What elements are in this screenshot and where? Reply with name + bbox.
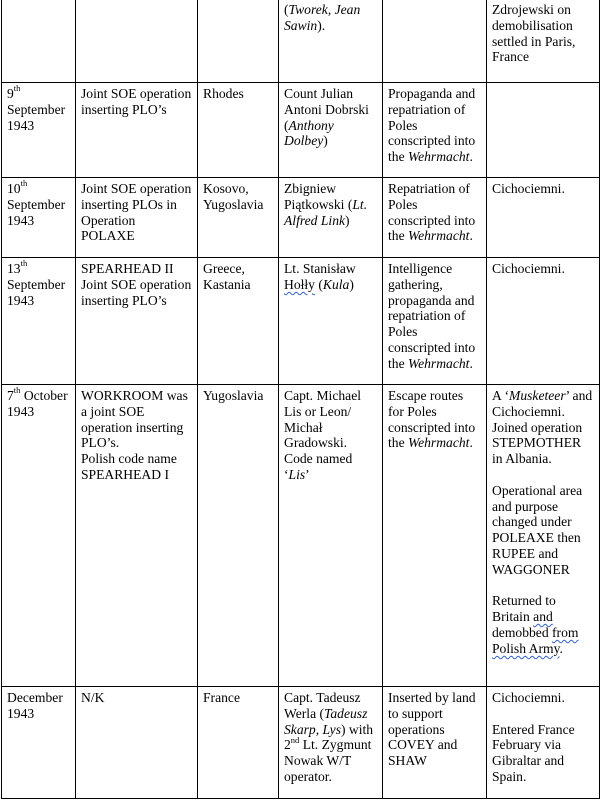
cell-notes: Zdrojewski on demobilisation settled in Paris, France [487, 0, 600, 83]
cell-location: Rhodes [198, 83, 279, 178]
cell-personnel: Count Julian Antoni Dobrski (Anthony Dolbey) [279, 83, 383, 178]
table-row [2, 258, 600, 385]
cell-location [198, 0, 279, 83]
cell-notes [487, 83, 600, 178]
cell-personnel: Lt. Stanisław Hołły (Kula) [279, 258, 383, 385]
table-row [2, 687, 600, 799]
cell-personnel: Capt. Michael Lis or Leon/ Michał Gradowski. Code named ‘Lis’ [279, 385, 383, 687]
cell-purpose: Propaganda and repatriation of Poles conscripted into the Wehrmacht. [383, 83, 487, 178]
cell-purpose: Escape routes for Poles conscripted into the Wehrmacht. [383, 385, 487, 687]
cell-purpose: Inserted by land to support operations COVEY and SHAW [383, 687, 487, 799]
table-row [2, 178, 600, 258]
cell-purpose: Repatriation of Poles conscripted into the Wehrmacht. [383, 178, 487, 258]
cell-date: 13th September 1943 [2, 258, 76, 385]
table-row [2, 385, 600, 687]
table-row [2, 83, 600, 178]
cell-operation: Joint SOE operation inserting PLO’s [76, 83, 198, 178]
cell-date: December 1943 [2, 687, 76, 799]
cell-notes: Cichociemni. Entered France February via Gibraltar and Spain. [487, 687, 600, 799]
cell-personnel: (Tworek, Jean Sawin). [279, 0, 383, 83]
cell-location: Kosovo, Yugoslavia [198, 178, 279, 258]
cell-operation: N/K [76, 687, 198, 799]
cell-date: 7th October 1943 [2, 385, 76, 687]
cell-notes: Cichociemni. [487, 178, 600, 258]
cell-notes: Cichociemni. [487, 258, 600, 385]
cell-purpose: Intelligence gathering, propaganda and repatriation of Poles conscripted into the Wehrmacht. [383, 258, 487, 385]
cell-operation [76, 0, 198, 83]
cell-operation: Joint SOE operation inserting PLOs in Operation POLAXE [76, 178, 198, 258]
table-row [2, 0, 600, 83]
cell-date: 9th September 1943 [2, 83, 76, 178]
cell-date [2, 0, 76, 83]
operations-table [1, 0, 600, 799]
cell-purpose [383, 0, 487, 83]
cell-notes: A ‘Musketeer’ and Cichociemni. Joined operation STEPMOTHER in Albania. Operational area and purpose changed under POLEAXE then RUPEE and WAGGONER Returned to Britain and demobbed from Polish Army. [487, 385, 600, 687]
cell-personnel: Capt. Tadeusz Werla (Tadeusz Skarp, Lys) with 2nd Lt. Zygmunt Nowak W/T operator. [279, 687, 383, 799]
cell-date: 10th September 1943 [2, 178, 76, 258]
cell-operation: SPEARHEAD II Joint SOE operation inserting PLO’s [76, 258, 198, 385]
cell-operation: WORKROOM was a joint SOE operation inserting PLO’s. Polish code name SPEARHEAD I [76, 385, 198, 687]
cell-location: Greece, Kastania [198, 258, 279, 385]
cell-location: France [198, 687, 279, 799]
cell-location: Yugoslavia [198, 385, 279, 687]
cell-personnel: Zbigniew Piątkowski (Lt. Alfred Link) [279, 178, 383, 258]
